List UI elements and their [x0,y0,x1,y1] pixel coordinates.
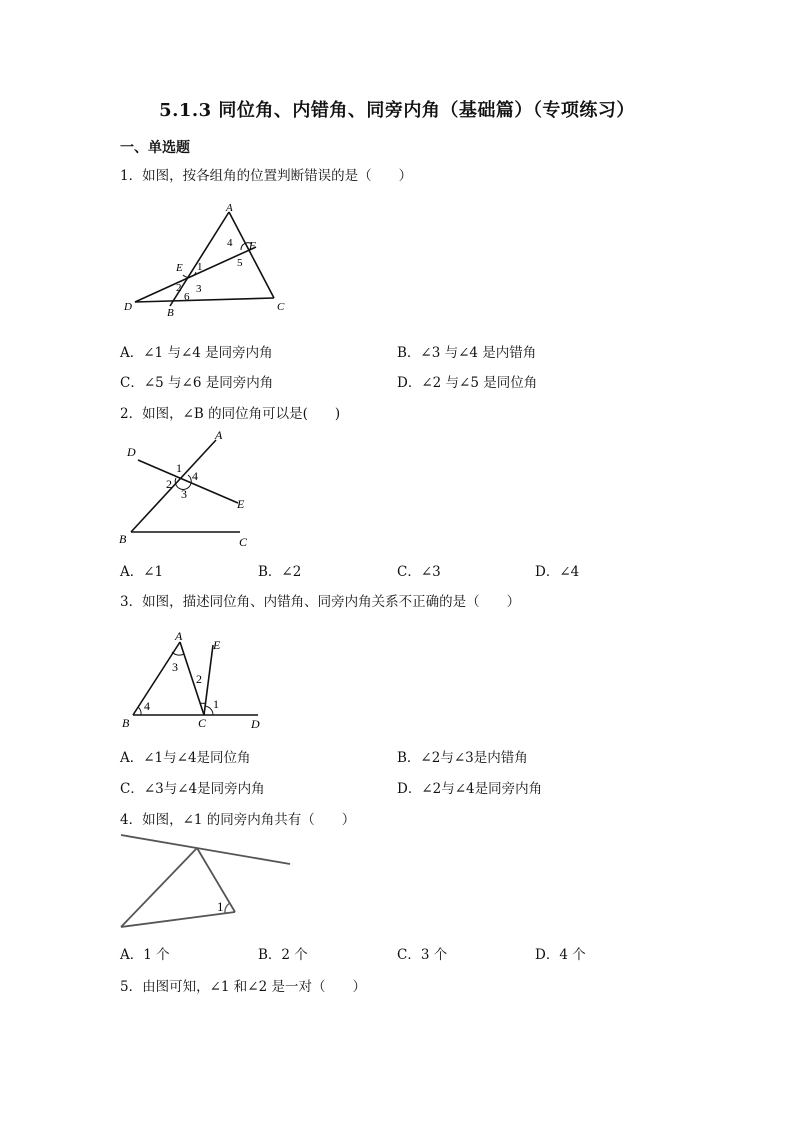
q4-option-d[interactable]: D．4 个 [535,947,586,963]
q2-label-a: A [215,428,223,442]
question-2-stem: 2．如图，∠B 的同位角可以是( ) [120,406,341,422]
q2-option-b[interactable]: B．∠2 [258,564,302,580]
q1-label-f: F [249,240,256,252]
q2-option-a[interactable]: A．∠1 [120,564,164,580]
q2-option-d[interactable]: D．∠4 [535,564,580,580]
q2-option-c[interactable]: C．∠3 [397,564,441,580]
q1-label-d: D [124,301,132,313]
q1-angle-6: 6 [184,291,190,303]
q2-label-b: B [119,532,127,546]
q3-label-b: B [122,716,130,730]
question-1-figure [115,195,305,320]
question-4-stem: 4．如图，∠1 的同旁内角共有（ ） [120,812,356,828]
section-heading: 一、单选题 [120,140,190,156]
q1-option-b[interactable]: B．∠3 与∠4 是内错角 [397,345,537,361]
q3-angle-3: 3 [172,660,178,674]
q2-label-e: E [237,497,245,511]
question-1-stem: 1．如图，按各组角的位置判断错误的是（ ） [120,168,413,184]
q3-angle-1: 1 [213,697,219,711]
q1-angle-2: 2 [176,282,182,294]
q4-option-b[interactable]: B．2 个 [258,947,308,963]
q2-angle-1: 1 [176,461,182,475]
question-3-stem: 3．如图，描述同位角、内错角、同旁内角关系不正确的是（ ） [120,594,521,610]
q3-angle-4: 4 [144,699,150,713]
question-3-figure [115,625,275,735]
q2-angle-3: 3 [181,487,187,501]
q1-angle-1: 1 [197,261,203,273]
q1-angle-5: 5 [237,257,243,269]
q3-angle-2: 2 [196,672,202,686]
q2-angle-4: 4 [192,469,198,483]
q3-option-d[interactable]: D．∠2与∠4是同旁内角 [397,781,543,797]
q4-option-a[interactable]: A．1 个 [120,947,170,963]
q1-option-a[interactable]: A．∠1 与∠4 是同旁内角 [120,345,273,361]
q2-label-c: C [239,535,248,549]
q1-option-d[interactable]: D．∠2 与∠5 是同位角 [397,375,538,391]
q3-label-d: D [251,717,260,731]
q3-option-a[interactable]: A．∠1与∠4是同位角 [120,750,251,766]
question-5-stem: 5．由图可知，∠1 和∠2 是一对（ ） [120,979,366,995]
q1-label-b: B [167,307,174,319]
q3-option-b[interactable]: B．∠2与∠3是内错角 [397,750,528,766]
q2-label-d: D [127,445,136,459]
q3-option-c[interactable]: C．∠3与∠4是同旁内角 [120,781,265,797]
question-2-figure [115,425,265,550]
q3-label-a: A [175,629,183,643]
q1-label-c: C [277,301,285,313]
question-4-figure [118,830,294,932]
q3-label-c: C [198,716,207,730]
q1-angle-4: 4 [227,237,233,249]
page-title: 5.1.3 同位角、内错角、同旁内角（基础篇）（专项练习） [159,100,635,121]
q4-angle-1: 1 [217,899,224,914]
q1-label-e: E [176,262,183,274]
q4-option-c[interactable]: C．3 个 [397,947,448,963]
q1-angle-3: 3 [196,283,202,295]
q1-option-c[interactable]: C．∠5 与∠6 是同旁内角 [120,375,274,391]
q1-label-a: A [226,202,233,214]
q2-angle-2: 2 [166,477,172,491]
q3-label-e: E [213,638,221,652]
